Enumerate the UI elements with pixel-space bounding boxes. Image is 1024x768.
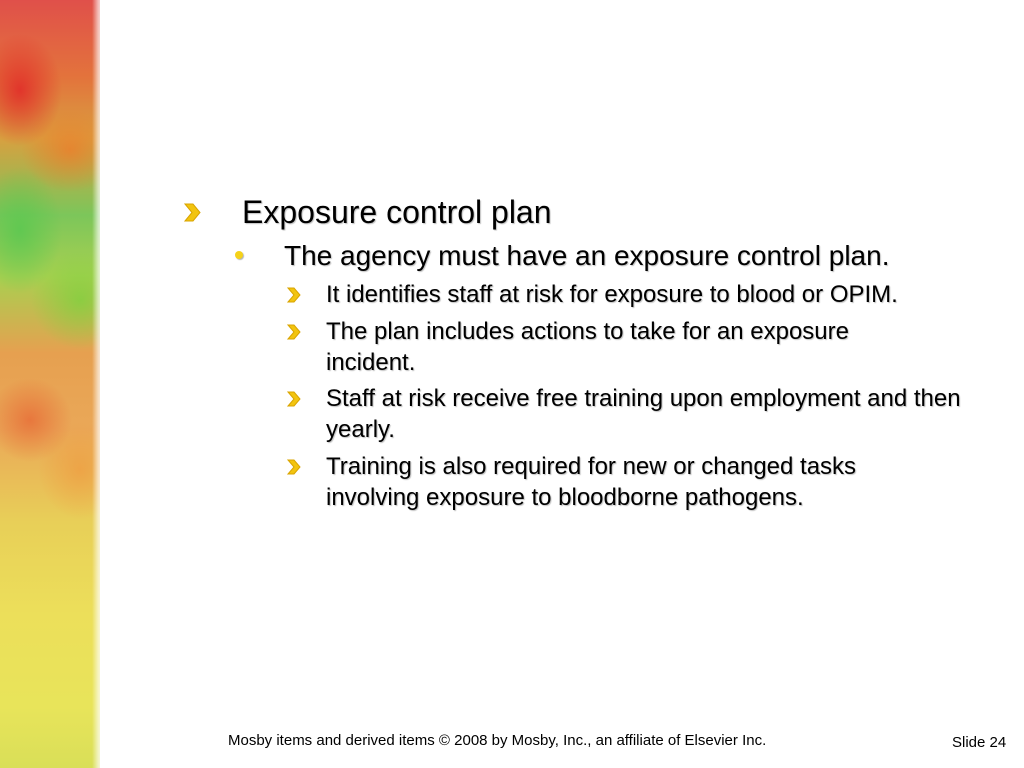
slide-number: Slide 24 <box>952 734 1007 751</box>
list-item: The plan includes actions to take for an exposure incident. <box>326 318 849 376</box>
heading: Exposure control plan <box>242 194 552 230</box>
list-item: Training is also required for new or changed tasks involving exposure to bloodborne pathogens. <box>326 453 857 511</box>
decorative-stripe-fade <box>92 0 104 768</box>
chevron-right-icon <box>184 203 201 222</box>
chevron-right-icon <box>287 459 301 475</box>
chevron-right-icon <box>287 391 301 407</box>
list-item: Staff at risk receive free training upon employment and then yearly. <box>326 385 961 443</box>
chevron-right-icon <box>287 287 301 303</box>
list-item: It identifies staff at risk for exposure to blood or OPIM. <box>326 281 898 308</box>
decorative-side-stripe <box>0 0 100 768</box>
footer-copyright: Mosby items and derived items © 2008 by Mosby, Inc., an affiliate of Elsevier Inc. <box>228 732 767 749</box>
subheading: The agency must have an exposure control plan. <box>284 240 890 271</box>
chevron-right-icon <box>287 324 301 340</box>
dot-icon <box>235 251 243 259</box>
